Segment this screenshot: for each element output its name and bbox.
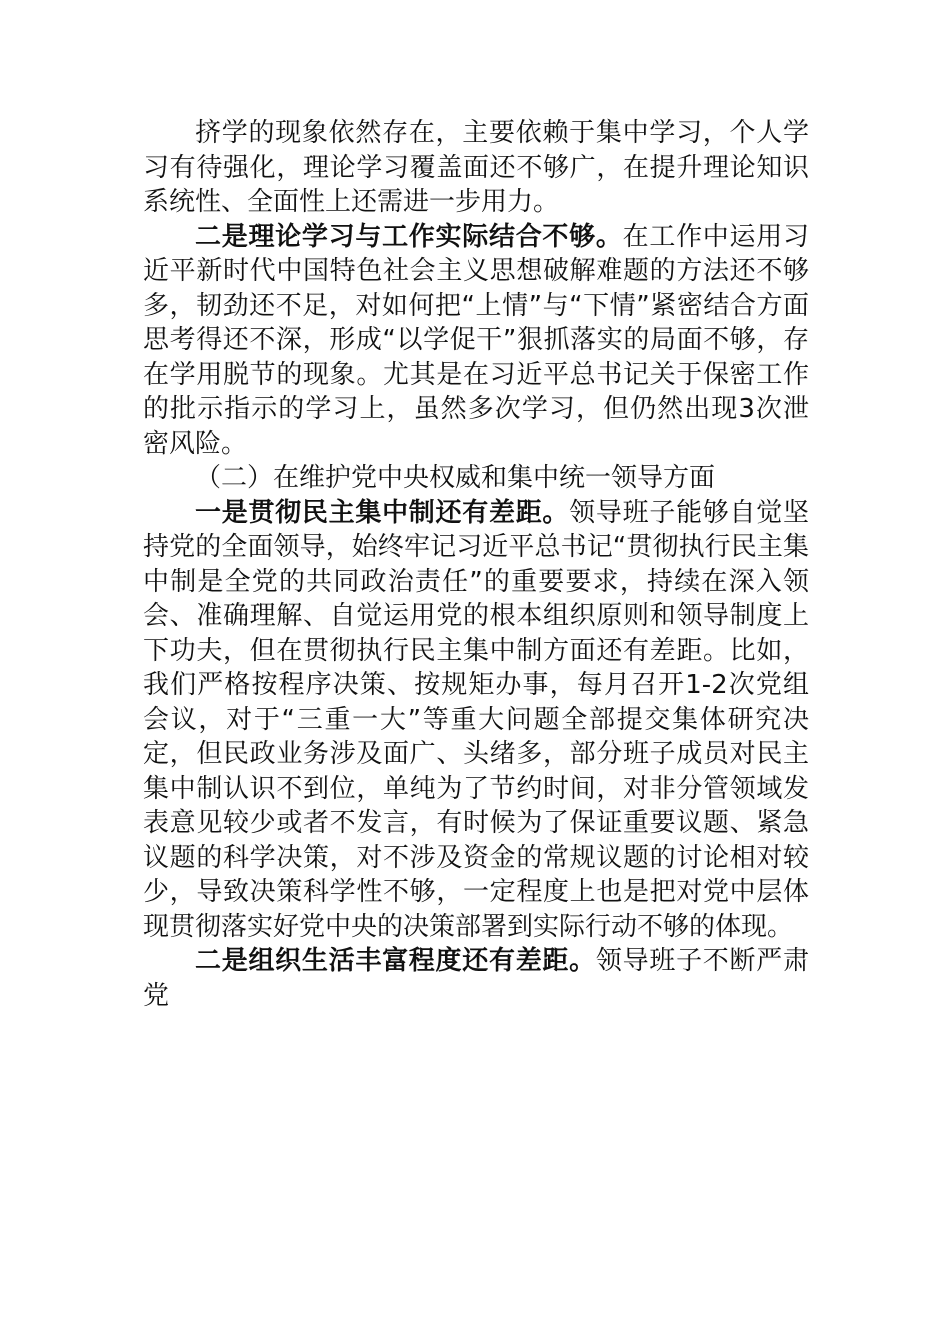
paragraph-text: 领导班子不断严肃党 xyxy=(143,946,809,1011)
paragraph-lead: 二是理论学习与工作实际结合不够。 xyxy=(195,221,623,252)
paragraph-text: 挤学的现象依然存在，主要依赖于集中学习，个人学习有待强化，理论学习覆盖面还不够广，在提升理论知识系统性、全面性上还需进一步用力。 xyxy=(143,118,809,217)
paragraph-continuation xyxy=(143,116,809,220)
paragraph-lead: 二是组织生活丰富程度还有差距。 xyxy=(195,946,596,976)
paragraph-lead: 一是贯彻民主集中制还有差距。 xyxy=(195,497,570,528)
paragraph-democratic-centralism xyxy=(143,496,809,945)
section-heading xyxy=(143,461,809,496)
paragraph-organizational-life xyxy=(143,944,809,1013)
paragraph-text: 领导班子能够自觉坚持党的全面领导，始终牢记习近平总书记“贯彻执行民主集中制是全党的共同政治责任”的重要要求，持续在深入领会、准确理解、自觉运用党的根本组织原则和领导制度上下功夫，但在贯彻执行民主集中制方面还有差距。比如，我们严格按程序决策、按规矩办事，每月召开1-2次党组会议，对于“三重一大”等重大问题全部提交集体研究决定，但民政业务涉及面广、头绪多，部分班子成员对民主集中制认识不到位，单纯为了节约时间，对非分管领域发表意见较少或者不发言，有时候为了保证重要议题、紧急议题的科学决策，对不涉及资金的常规议题的讨论相对较少，导致决策科学性不够，一定程度上也是把对党中层体现贯彻落实好党中央的决策部署到实际行动不够的体现。 xyxy=(143,497,809,942)
paragraph-text: 在工作中运用习近平新时代中国特色社会主义思想破解难题的方法还不够多，韧劲还不足，对如何把“上情”与“下情”紧密结合方面思考得还不深，形成“以学促干”狠抓落实的局面不够，存在学用脱节的现象。尤其是在习近平总书记关于保密工作的批示指示的学习上，虽然多次学习，但仍然出现3次泄密风险。 xyxy=(143,221,809,459)
paragraph-theory-practice xyxy=(143,220,809,462)
section-heading-text: （二）在维护党中央权威和集中统一领导方面 xyxy=(195,463,716,493)
document-body xyxy=(143,116,809,1013)
